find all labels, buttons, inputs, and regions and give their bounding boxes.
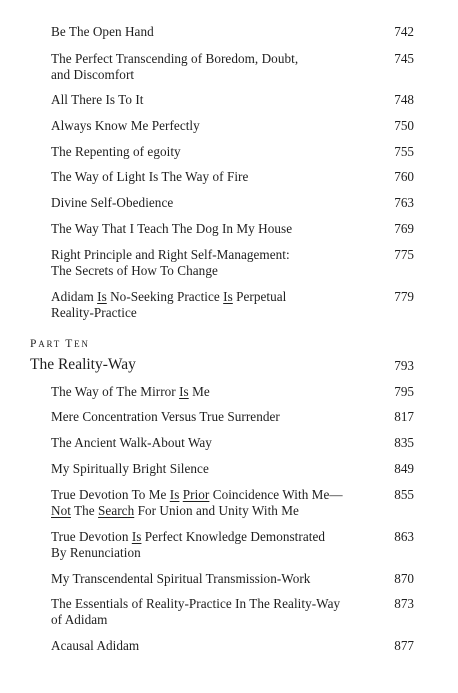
toc-page-number: 755: [394, 144, 414, 159]
toc-entry-text: The Way of Light Is The Way of Fire: [51, 169, 249, 184]
toc-entry-text: Adidam: [51, 289, 98, 304]
toc-page-number: 763: [394, 195, 414, 210]
toc-page-number: 745: [394, 51, 414, 66]
toc-entry-text: True Devotion: [51, 529, 132, 544]
toc-entry-title: [51, 435, 351, 451]
toc-entry-title: [51, 144, 351, 160]
toc-entry-text: My Transcendental Spiritual Transmission-Work: [51, 571, 311, 586]
part-label: [30, 338, 90, 351]
toc-entry-title: [51, 24, 351, 40]
toc-entry-title: [51, 169, 351, 185]
toc-entry-title: [51, 118, 351, 134]
toc-entry-text: Perfect Knowledge Demonstrated: [141, 529, 325, 544]
toc-entry-text: My Spiritually Bright Silence: [51, 461, 209, 476]
toc-entry-text: Me: [188, 384, 210, 399]
toc-entry-text: Acausal Adidam: [51, 638, 140, 653]
toc-page-number: 877: [394, 638, 414, 653]
toc-entry-line-2: Reality-Practice: [51, 305, 137, 320]
toc-entry-text: The Way of The Mirror: [51, 384, 180, 399]
part-page-number: 793: [394, 358, 414, 373]
toc-entry-text: Mere Concentration Versus True Surrender: [51, 409, 280, 424]
toc-entry-text: For Union and Unity With Me: [134, 503, 299, 518]
toc-entry-title: [51, 638, 351, 654]
toc-entry-text: The Way That I Teach The Dog In My House: [51, 221, 293, 236]
emphasis-underline: Is: [131, 529, 142, 544]
part-label-text: PART TEN: [30, 338, 90, 350]
emphasis-underline: Is: [179, 384, 189, 399]
emphasis-underline: Not: [51, 503, 71, 518]
emphasis-underline: Is: [169, 487, 180, 502]
toc-entry-title: [51, 596, 351, 628]
toc-entry-title: [51, 92, 351, 108]
toc-entry-line-1: The Perfect Transcending of Boredom, Doubt,: [51, 51, 299, 66]
toc-entry-text: True Devotion To Me: [51, 487, 170, 502]
toc-entry-line-1: Right Principle and Right Self-Management:: [51, 247, 290, 262]
toc-entry-title: [51, 487, 351, 519]
toc-page-number: 775: [394, 247, 414, 262]
toc-entry-title: [51, 195, 351, 211]
toc-page-number: 750: [394, 118, 414, 133]
toc-entry-line-2: By Renunciation: [51, 545, 141, 560]
toc-entry-line-2: The Secrets of How To Change: [51, 263, 218, 278]
emphasis-underline: Prior: [182, 487, 210, 502]
toc-page-number: 795: [394, 384, 414, 399]
toc-page-number: 742: [394, 24, 414, 39]
toc-entry-text: Always Know Me Perfectly: [51, 118, 200, 133]
toc-entry-line-2: and Discomfort: [51, 67, 135, 82]
toc-entry-text: No-Seeking Practice: [106, 289, 224, 304]
toc-page-number: 817: [394, 409, 414, 424]
toc-entry-title: [51, 384, 351, 400]
toc-page-number: 855: [394, 487, 414, 502]
toc-entry-text: Perpetual: [232, 289, 287, 304]
toc-entry-title: [51, 221, 351, 237]
toc-entry-title: [51, 461, 351, 477]
toc-entry-line-1: The Essentials of Reality-Practice In The Reality-Way: [51, 596, 341, 611]
toc-page-number: 760: [394, 169, 414, 184]
toc-entry-line-2: of Adidam: [51, 612, 108, 627]
toc-page-number: 779: [394, 289, 414, 304]
toc-entry-text: Be The Open Hand: [51, 24, 154, 39]
toc-page-number: 873: [394, 596, 414, 611]
emphasis-underline: Is: [223, 289, 233, 304]
toc-entry-text: Divine Self-Obedience: [51, 195, 174, 210]
toc-page-number: 870: [394, 571, 414, 586]
toc-entry-text: Coincidence With Me—: [209, 487, 343, 502]
toc-entry-text: All There Is To It: [51, 92, 144, 107]
toc-entry-title: [51, 247, 351, 279]
part-title: The Reality-Way: [30, 356, 136, 373]
toc-entry-text: The: [70, 503, 99, 518]
toc-page-number: 748: [394, 92, 414, 107]
toc-page-number: 835: [394, 435, 414, 450]
emphasis-underline: Is: [97, 289, 107, 304]
toc-entry-text: The Repenting of egoity: [51, 144, 181, 159]
toc-entry-title: [51, 51, 351, 83]
toc-entry-title: [51, 409, 351, 425]
toc-page-number: 849: [394, 461, 414, 476]
emphasis-underline: Search: [98, 503, 135, 518]
toc-entry-title: [51, 289, 351, 321]
toc-entry-text: The Ancient Walk-About Way: [51, 435, 212, 450]
toc-page-number: 863: [394, 529, 414, 544]
toc-page-number: 769: [394, 221, 414, 236]
toc-entry-title: [51, 571, 351, 587]
toc-entry-title: [51, 529, 351, 561]
